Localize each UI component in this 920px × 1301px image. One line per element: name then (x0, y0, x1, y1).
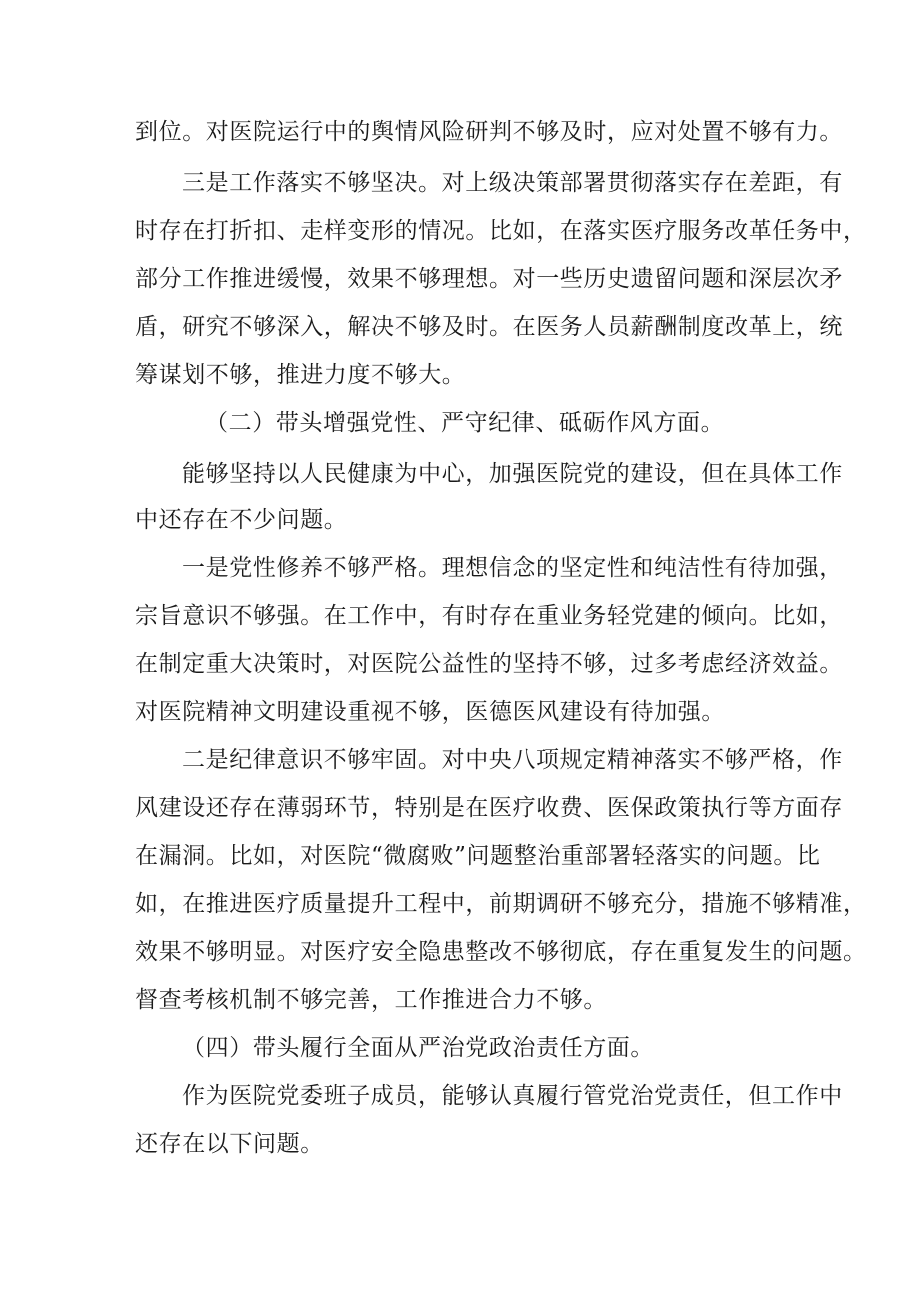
section-heading: （二）带头增强党性、严守纪律、砥砺作风方面。 (205, 410, 725, 436)
paragraph-line: 宗旨意识不够强。在工作中，有时存在重业务轻党建的倾向。比如， (135, 603, 843, 629)
paragraph-line: 能够坚持以人民健康为中心，加强医院党的建设，但在具体工作 (182, 461, 843, 487)
section-heading: （四）带头履行全面从严治党政治责任方面。 (182, 1035, 654, 1061)
paragraph-line: 二是纪律意识不够牢固。对中央八项规定精神落实不够严格，作 (182, 747, 843, 773)
paragraph-line: 如，在推进医疗质量提升工程中，前期调研不够充分，措施不够精准， (135, 891, 867, 917)
paragraph-line: 中还存在不少问题。 (135, 507, 348, 533)
paragraph-line: 到位。对医院运行中的舆情风险研判不够及时，应对处置不够有力。 (135, 119, 843, 145)
paragraph-line: 在漏洞。比如，对医院“微腐败”问题整治重部署轻落实的问题。比 (135, 843, 821, 869)
paragraph-line: 对医院精神文明建设重视不够，医德医风建设有待加强。 (135, 699, 725, 725)
paragraph-line: 时存在打折扣、走样变形的情况。比如，在落实医疗服务改革任务中， (135, 218, 867, 244)
paragraph-line: 督查考核机制不够完善，工作推进合力不够。 (135, 987, 607, 1013)
paragraph-line: 盾，研究不够深入，解决不够及时。在医务人员薪酬制度改革上，统 (135, 314, 843, 340)
paragraph-line: 还存在以下问题。 (135, 1131, 324, 1157)
paragraph-line: 效果不够明显。对医疗安全隐患整改不够彻底，存在重复发生的问题。 (135, 939, 867, 965)
paragraph-line: 三是工作落实不够坚决。对上级决策部署贯彻落实存在差距，有 (182, 170, 843, 196)
paragraph-line: 部分工作推进缓慢，效果不够理想。对一些历史遗留问题和深层次矛 (135, 266, 843, 292)
paragraph-line: 作为医院党委班子成员，能够认真履行管党治党责任，但工作中 (182, 1083, 843, 1109)
paragraph-line: 筹谋划不够，推进力度不够大。 (135, 362, 466, 388)
paragraph-line: 风建设还存在薄弱环节，特别是在医疗收费、医保政策执行等方面存 (135, 795, 843, 821)
paragraph-line: 在制定重大决策时，对医院公益性的坚持不够，过多考虑经济效益。 (135, 651, 843, 677)
paragraph-line: 一是党性修养不够严格。理想信念的坚定性和纯洁性有待加强， (182, 555, 843, 581)
